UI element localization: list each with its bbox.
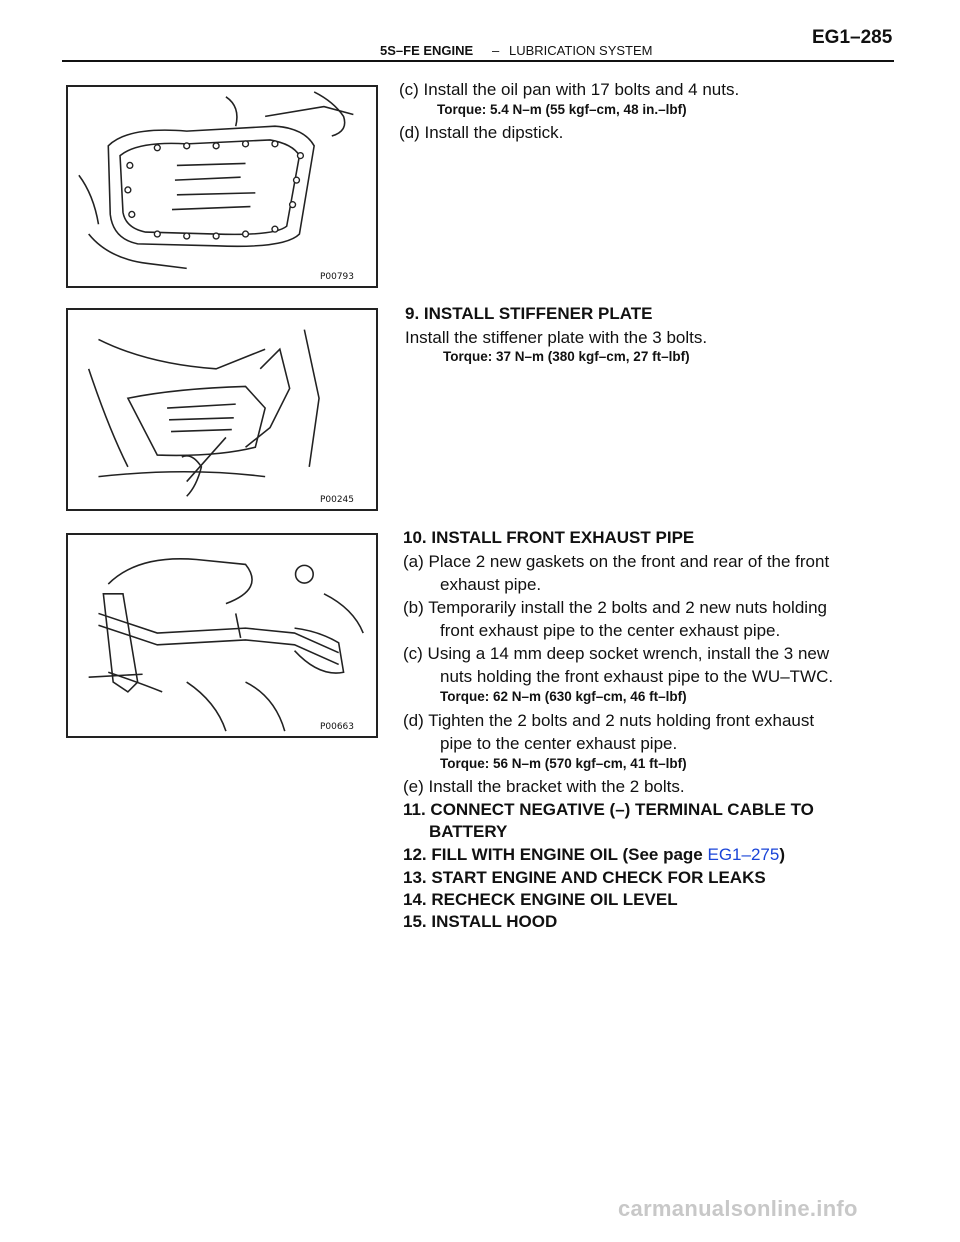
exhaust-step-d-2: pipe to the center exhaust pipe. [440,734,678,753]
step-11-line-1: 11. CONNECT NEGATIVE (–) TERMINAL CABLE TO [403,800,814,819]
exhaust-pipe-illustration [68,535,376,736]
figure-stiffener-plate [66,308,378,511]
figure-oil-pan [66,85,378,288]
header-separator: – [492,43,500,58]
exhaust-heading: 10. INSTALL FRONT EXHAUST PIPE [403,528,695,547]
step-14: 14. RECHECK ENGINE OIL LEVEL [403,890,678,909]
exhaust-step-d-torque: Torque: 56 N–m (570 kgf–cm, 41 ft–lbf) [440,756,687,771]
oil-pan-illustration [68,87,376,286]
exhaust-step-b-1: (b) Temporarily install the 2 bolts and 2 new nuts holding [403,598,827,617]
figure-code: P00245 [319,495,354,505]
exhaust-step-e: (e) Install the bracket with the 2 bolts. [403,777,685,796]
figure-exhaust-pipe [66,533,378,738]
exhaust-step-b-2: front exhaust pipe to the center exhaust pipe. [440,621,781,640]
step-15: 15. INSTALL HOOD [403,912,558,931]
header-rule [62,60,894,62]
header-system: LUBRICATION SYSTEM [509,43,653,58]
exhaust-step-a-1: (a) Place 2 new gaskets on the front and rear of the front [403,552,830,571]
oil-pan-torque: Torque: 5.4 N–m (55 kgf–cm, 48 in.–lbf) [437,102,687,117]
stiffener-text: Install the stiffener plate with the 3 bolts. [405,328,708,347]
exhaust-step-c-torque: Torque: 62 N–m (630 kgf–cm, 46 ft–lbf) [440,689,687,704]
step-11-line-2: BATTERY [429,822,508,841]
oil-pan-step-d: (d) Install the dipstick. [399,123,564,142]
stiffener-heading: 9. INSTALL STIFFENER PLATE [405,304,653,323]
step-13: 13. START ENGINE AND CHECK FOR LEAKS [403,868,766,887]
exhaust-step-a-2: exhaust pipe. [440,575,542,594]
stiffener-torque: Torque: 37 N–m (380 kgf–cm, 27 ft–lbf) [443,349,690,364]
exhaust-step-d-1: (d) Tighten the 2 bolts and 2 nuts holding front exhaust [403,711,815,730]
step-12 [403,845,785,865]
header-engine: 5S–FE ENGINE [380,43,474,58]
stiffener-plate-illustration [68,310,376,509]
watermark: carmanualsonline.info [618,1196,858,1221]
page-link-eg1-275[interactable]: EG1–275 [707,845,780,864]
figure-code: P00663 [319,722,354,732]
page-number: EG1–285 [812,27,893,48]
step-12-text: 12. FILL WITH ENGINE OIL (See page [403,845,708,864]
exhaust-step-c-1: (c) Using a 14 mm deep socket wrench, install the 3 new [403,644,830,663]
exhaust-step-c-2: nuts holding the front exhaust pipe to the WU–TWC. [440,667,834,686]
oil-pan-step-c: (c) Install the oil pan with 17 bolts and 4 nuts. [399,80,740,99]
step-12-close: ) [779,845,785,864]
figure-code: P00793 [319,272,354,282]
